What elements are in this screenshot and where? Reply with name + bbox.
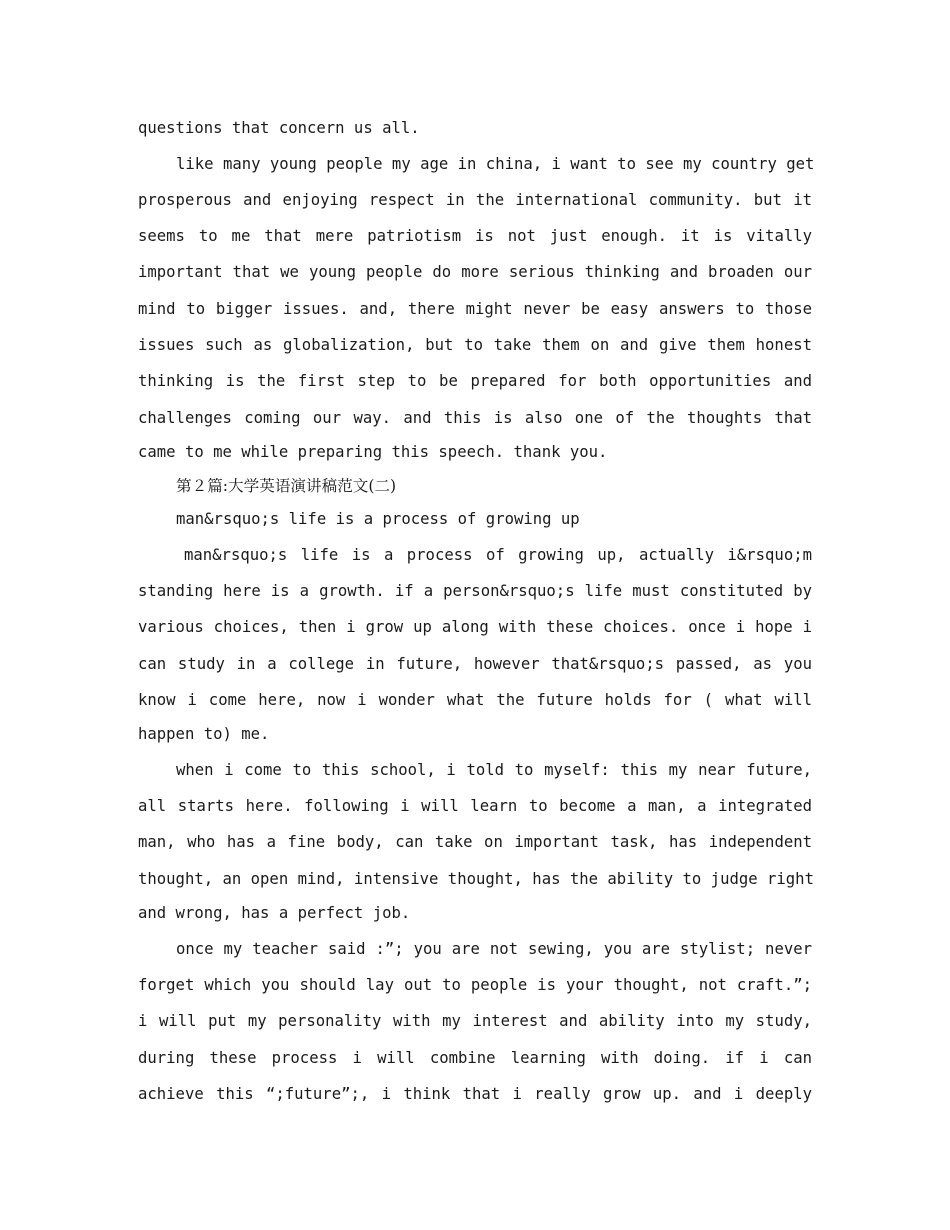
text-line: important that we young people do more serious thinking and broaden our (138, 263, 812, 282)
text-line: challenges coming our way. and this is also one of the thoughts that (138, 408, 812, 427)
text-line: can study in a college in future, however that&rsquo;s passed, as you (138, 654, 812, 673)
text-line: and wrong, has a perfect job. (138, 904, 411, 923)
text-line: during these process i will combine learning with doing. if i can (138, 1048, 812, 1067)
subtitle-line: man&rsquo;s life is a process of growing up (176, 510, 580, 529)
text-line: came to me while preparing this speech. thank you. (138, 442, 608, 461)
text-line: i will put my personality with my interest and ability into my study, (138, 1012, 812, 1031)
text-line: prosperous and enjoying respect in the international community. but it (138, 190, 812, 209)
text-line: various choices, then i grow up along with these choices. once i hope i (138, 618, 812, 637)
section-heading: 第２篇:大学英语演讲稿范文(二) (176, 476, 397, 495)
text-line: all starts here. following i will learn to become a man, a integrated (138, 797, 812, 816)
text-line: issues such as globalization, but to take them on and give them honest (138, 336, 812, 355)
text-line: know i come here, now i wonder what the future holds for ( what will (138, 690, 812, 709)
text-line: questions that concern us all. (138, 119, 420, 137)
text-line: mind to bigger issues. and, there might never be easy answers to those (138, 299, 812, 318)
text-line: achieve this “;future”;, i think that i really grow up. and i deeply (138, 1084, 812, 1103)
text-line: standing here is a growth. if a person&rsquo;s life must constituted by (138, 582, 812, 601)
document-page (138, 112, 815, 1112)
text-line: thought, an open mind, intensive thought, has the ability to judge right (138, 869, 814, 888)
text-line: once my teacher said :”; you are not sewing, you are stylist; never (176, 939, 812, 958)
text-line: like many young people my age in china, i want to see my country get (176, 154, 815, 173)
text-line: when i come to this school, i told to myself: this my near future, (176, 760, 812, 779)
text-line: forget which you should lay out to people is your thought, not craft.”; (138, 975, 812, 994)
text-line: man, who has a fine body, can take on important task, has independent (138, 833, 812, 852)
text-line: thinking is the first step to be prepared for both opportunities and (138, 372, 812, 391)
text-line: man&rsquo;s life is a process of growing up, actually i&rsquo;m (184, 545, 812, 564)
text-line: seems to me that mere patriotism is not just enough. it is vitally (138, 227, 812, 246)
text-line: happen to) me. (138, 725, 270, 744)
